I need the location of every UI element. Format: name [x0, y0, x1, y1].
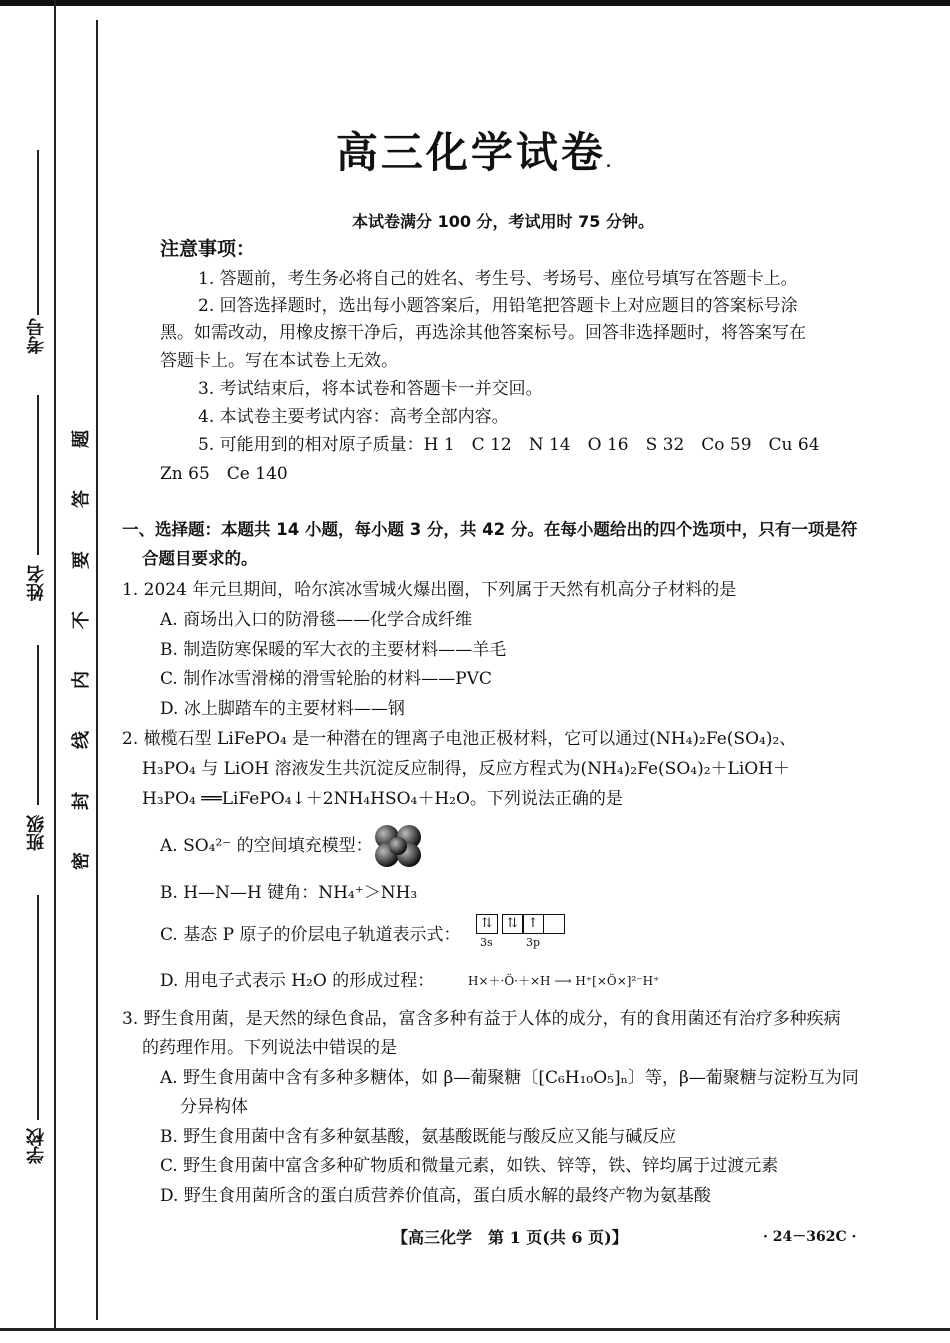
q1-option-d: D. 冰上脚踏车的主要材料——钢 — [160, 699, 405, 719]
q2-option-a: A. SO₄²⁻ 的空间填充模型： — [160, 836, 373, 856]
notice-line: 5. 可能用到的相对原子质量：H 1 C 12 N 14 O 16 S 32 Co 59 Cu 64 — [198, 435, 820, 455]
notice-line: 答题卡上。写在本试卷上无效。 — [160, 351, 398, 371]
q2-stem: H₃PO₄ ══LiFePO₄↓＋2NH₄HSO₄＋H₂O。下列说法正确的是 — [142, 789, 623, 809]
seal-char: 要 — [71, 550, 92, 569]
orbital-label-3s: 3s — [480, 936, 493, 949]
q3-option-c: C. 野生食用菌中富含多种矿物质和微量元素，如铁、锌等，铁、锌均属于过渡元素 — [160, 1156, 779, 1176]
school-line — [37, 895, 39, 1120]
orbital-3p — [543, 914, 565, 934]
q3-stem: 的药理作用。下列说法中错误的是 — [142, 1038, 397, 1058]
electron-formula: H×＋·Ö·＋×H ⟶ H⁺[×Ö×]²⁻H⁺ — [468, 974, 660, 988]
notice-line: Zn 65 Ce 140 — [160, 464, 288, 484]
q1-stem: 1. 2024 年元旦期间，哈尔滨冰雪城火爆出圈，下列属于天然有机高分子材料的是 — [122, 580, 737, 600]
q2-option-c: C. 基态 P 原子的价层电子轨道表示式： — [160, 925, 461, 945]
section-heading: 一、选择题：本题共 14 小题，每小题 3 分，共 42 分。在每小题给出的四个选项中，只有一项是符 — [122, 520, 858, 539]
q3-option-a-cont: 分异构体 — [180, 1097, 248, 1117]
q2-stem: 2. 橄榄石型 LiFePO₄ 是一种潜在的锂离子电池正极材料，它可以通过(NH₄)₂Fe(SO₄)₂、 — [122, 729, 797, 749]
name-label: 姓名 — [26, 565, 47, 601]
page-footer: 【高三化学 第 1 页(共 6 页)】 — [392, 1228, 628, 1247]
orbital-3s: ⇅ — [476, 914, 498, 934]
notice-line: 2. 回答选择题时，选出每小题答案后，用铅笔把答题卡上对应题目的答案标号涂 — [198, 296, 798, 316]
seal-warning — [68, 430, 96, 870]
paper-code: · 24－362C · — [763, 1229, 857, 1245]
q2-option-d: D. 用电子式表示 H₂O 的形成过程： — [160, 971, 435, 991]
seal-char: 线 — [71, 731, 92, 750]
q3-option-b: B. 野生食用菌中含有多种氨基酸，氨基酸既能与酸反应又能与碱反应 — [160, 1127, 677, 1147]
exam-intro: 本试卷满分 100 分，考试用时 75 分钟。 — [352, 212, 654, 231]
space-filling-model-icon — [372, 823, 424, 869]
class-line — [37, 645, 39, 805]
section-heading-cont: 合题目要求的。 — [142, 549, 258, 568]
seal-char: 答 — [71, 490, 92, 509]
q3-option-d: D. 野生食用菌所含的蛋白质营养价值高，蛋白质水解的最终产物为氨基酸 — [160, 1186, 711, 1206]
seal-char: 内 — [71, 671, 92, 690]
orbital-3p: ↑ — [522, 914, 544, 934]
name-line — [37, 395, 39, 555]
orbital-label-3p: 3p — [526, 936, 541, 949]
orbital-3p: ⇅ — [502, 914, 524, 934]
q2-option-b: B. H—N—H 键角：NH₄⁺＞NH₃ — [160, 883, 418, 903]
notice-line: 4. 本试卷主要考试内容：高考全部内容。 — [198, 407, 509, 427]
binding-line-inner — [96, 20, 98, 1320]
seal-char: 不 — [71, 610, 92, 629]
bottom-border — [0, 1328, 950, 1331]
class-label: 班级 — [26, 815, 47, 851]
binding-line-outer — [54, 0, 56, 1330]
orbital-diagram — [476, 914, 563, 949]
q3-stem: 3. 野生食用菌，是天然的绿色食品，富含多种有益于人体的成分，有的食用菌还有治疗多种疾病 — [122, 1009, 841, 1029]
notice-heading: 注意事项： — [160, 238, 256, 260]
notice-line: 3. 考试结束后，将本试卷和答题卡一并交回。 — [198, 379, 543, 399]
q1-option-b: B. 制造防寒保暖的军大衣的主要材料——羊毛 — [160, 640, 507, 660]
exam-no-label: 考号 — [26, 318, 47, 354]
seal-char: 封 — [71, 791, 92, 810]
seal-char: 密 — [71, 851, 92, 870]
notice-line: 黑。如需改动，用橡皮擦干净后，再选涂其他答案标号。回答非选择题时，将答案写在 — [160, 323, 806, 343]
q2-stem: H₃PO₄ 与 LiOH 溶液发生共沉淀反应制得，反应方程式为(NH₄)₂Fe(SO₄)₂＋LiOH＋ — [142, 759, 791, 779]
school-label: 学校 — [26, 1128, 47, 1164]
top-border — [0, 0, 950, 6]
q3-option-a: A. 野生食用菌中含有多种多糖体，如 β—葡聚糖〔[C₆H₁₀O₅]ₙ〕等，β—葡聚糖与淀粉互为同 — [160, 1068, 859, 1088]
seal-char: 题 — [71, 430, 92, 448]
q1-option-c: C. 制作冰雪滑梯的滑雪轮胎的材料——PVC — [160, 669, 492, 689]
q1-option-a: A. 商场出入口的防滑毯——化学合成纤维 — [160, 610, 473, 630]
notice-line: 1. 答题前，考生务必将自己的姓名、考生号、考场号、座位号填写在答题卡上。 — [198, 269, 798, 289]
page-title: 高三化学试卷. — [335, 128, 615, 177]
